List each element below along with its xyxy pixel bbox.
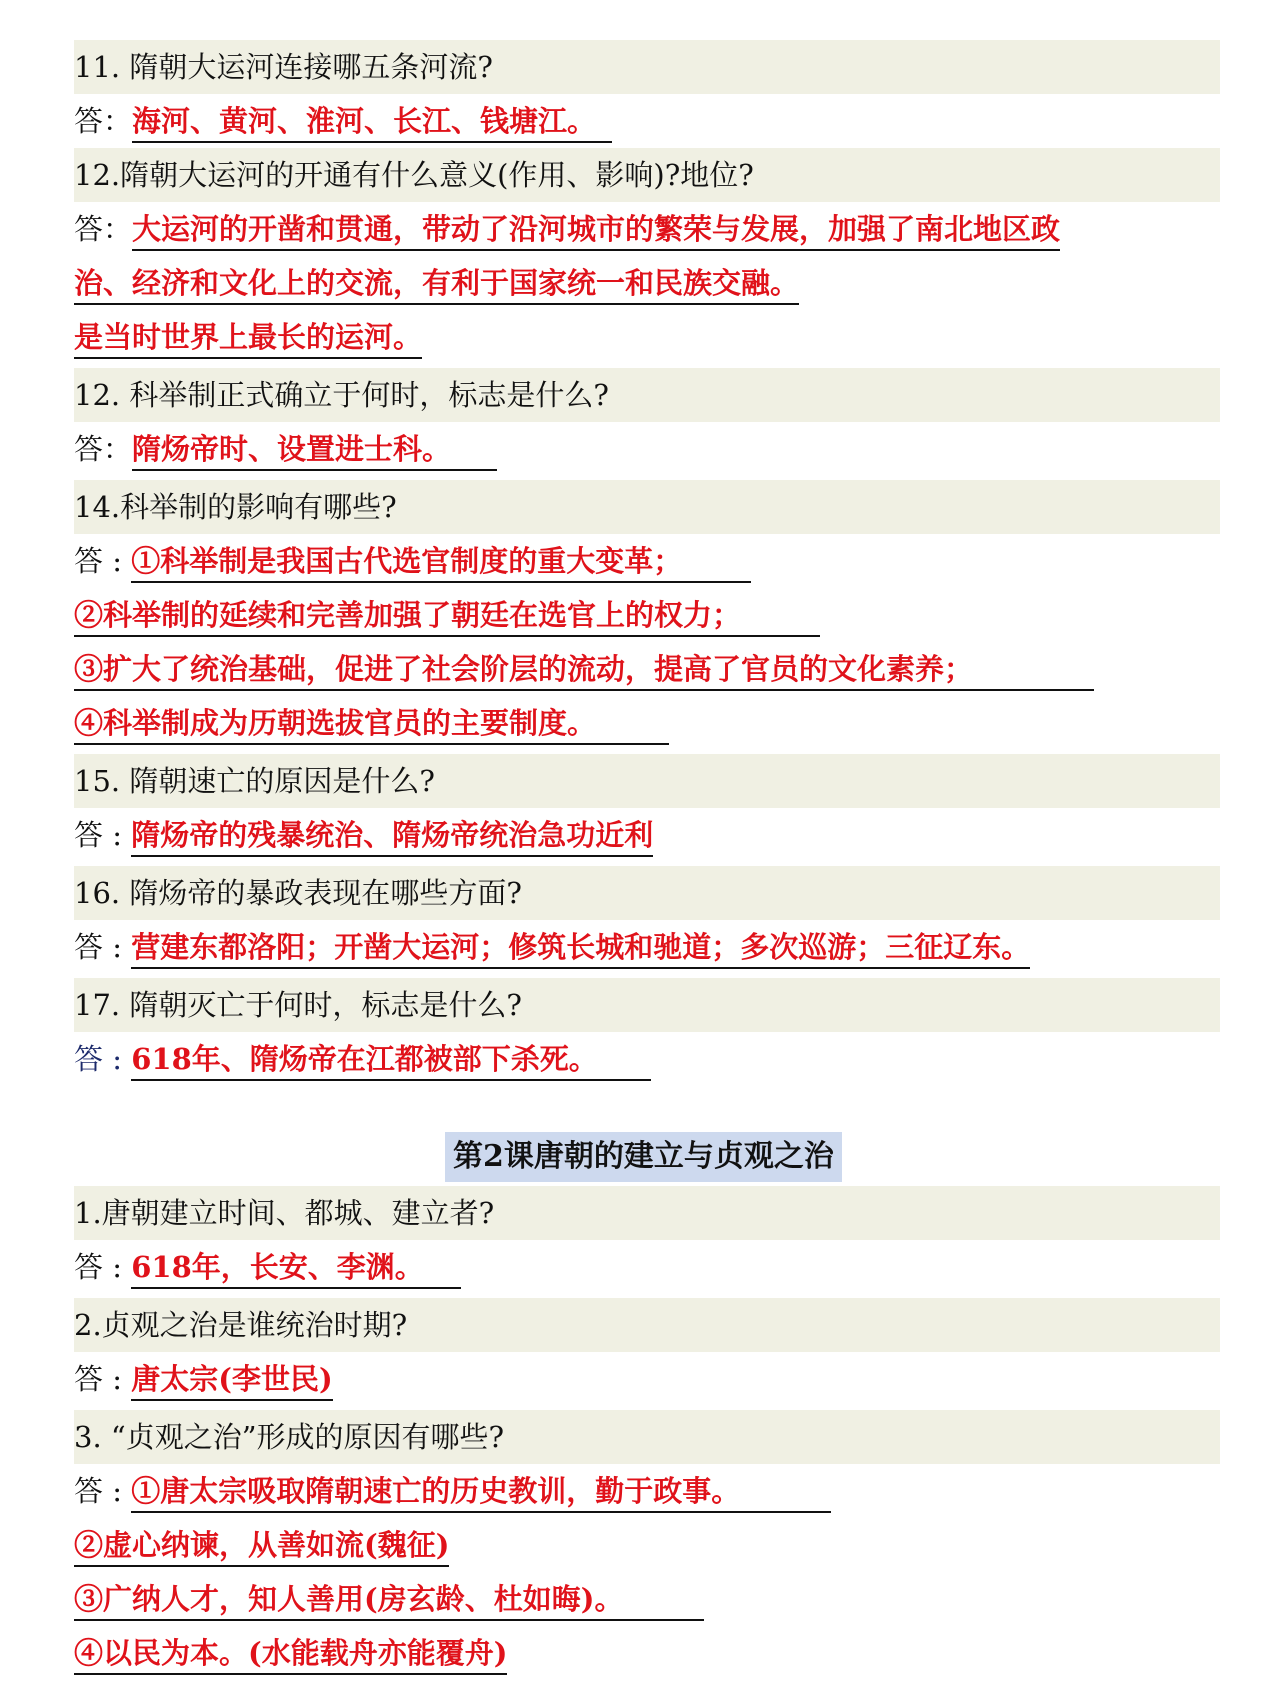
answer-16: 答 : 营建东都洛阳；开凿大运河；修筑长城和驰道；多次巡游；三征辽东。 [74, 920, 1220, 974]
tang-answer-3-line4: ④以民为本。(水能载舟亦能覆舟) [74, 1626, 1220, 1680]
question-17: 17. 隋朝灭亡于何时，标志是什么? [74, 978, 1220, 1032]
answer-12-keju: 答：隋炀帝时、设置进士科。 [74, 422, 1220, 476]
tang-answer-1: 答 : 618年，长安、李渊。 [74, 1240, 1220, 1294]
answer-12-canal-line3: 是当时世界上最长的运河。 [74, 310, 1220, 364]
question-14: 14.科举制的影响有哪些? [74, 480, 1220, 534]
answer-14-line4: ④科举制成为历朝选拔官员的主要制度。 [74, 696, 1220, 750]
answer-12-canal-line2: 治、经济和文化上的交流，有利于国家统一和民族交融。 [74, 256, 1220, 310]
question-15: 15. 隋朝速亡的原因是什么? [74, 754, 1220, 808]
tang-answer-3-line2: ②虚心纳谏，从善如流(魏征) [74, 1518, 1220, 1572]
answer-14-line3: ③扩大了统治基础，促进了社会阶层的流动，提高了官员的文化素养； [74, 642, 1220, 696]
question-12-canal: 12.隋朝大运河的开通有什么意义(作用、影响)?地位? [74, 148, 1220, 202]
answer-15: 答 : 隋炀帝的残暴统治、隋炀帝统治急功近利 [74, 808, 1220, 862]
tang-answer-3-line1: 答 : ①唐太宗吸取隋朝速亡的历史教训，勤于政事。 [74, 1464, 1220, 1518]
answer-17: 答 : 618年、隋炀帝在江都被部下杀死。 [74, 1032, 1220, 1086]
lesson-heading: 第2课唐朝的建立与贞观之治 [445, 1132, 842, 1182]
answer-14-line2: ②科举制的延续和完善加强了朝廷在选官上的权力； [74, 588, 1220, 642]
tang-answer-2: 答 : 唐太宗(李世民) [74, 1352, 1220, 1406]
question-16: 16. 隋炀帝的暴政表现在哪些方面? [74, 866, 1220, 920]
answer-11: 答：海河、黄河、淮河、长江、钱塘江。 [74, 94, 1220, 148]
tang-question-1: 1.唐朝建立时间、都城、建立者? [74, 1186, 1220, 1240]
tang-answer-3-line3: ③广纳人才，知人善用(房玄龄、杜如晦)。 [74, 1572, 1220, 1626]
answer-14-line1: 答 : ①科举制是我国古代选官制度的重大变革； [74, 534, 1220, 588]
tang-question-3: 3. “贞观之治”形成的原因有哪些? [74, 1410, 1220, 1464]
question-11: 11. 隋朝大运河连接哪五条河流? [74, 40, 1220, 94]
answer-12-canal-line1: 答：大运河的开凿和贯通，带动了沿河城市的繁荣与发展，加强了南北地区政 [74, 202, 1220, 256]
question-12-keju: 12. 科举制正式确立于何时，标志是什么? [74, 368, 1220, 422]
tang-question-2: 2.贞观之治是谁统治时期? [74, 1298, 1220, 1352]
